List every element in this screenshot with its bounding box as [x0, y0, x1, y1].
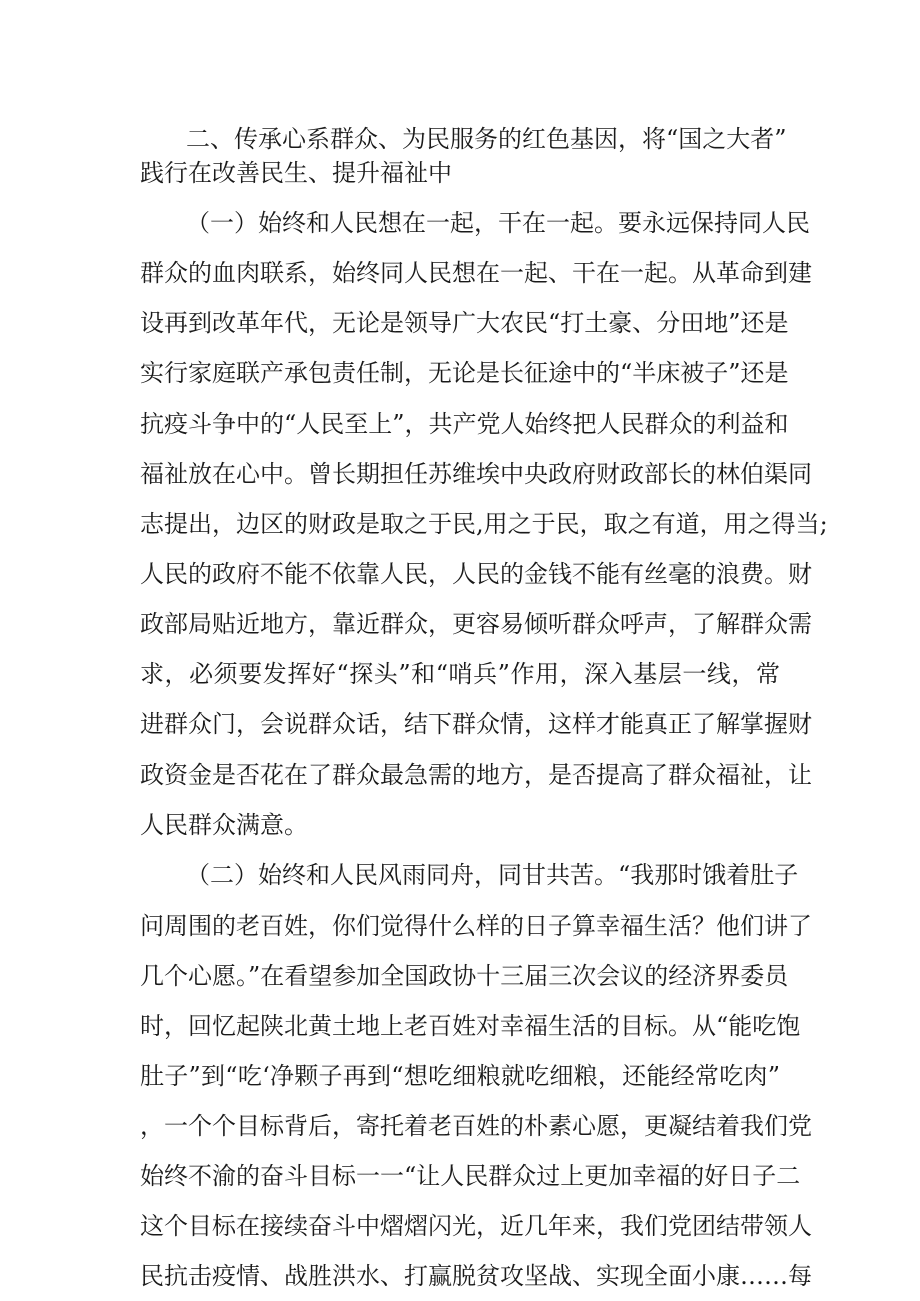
paragraph-1-line: 人民的政府不能不依靠人民，人民的金钱不能有丝毫的浪费。财 [140, 560, 812, 588]
paragraph-2-line: 始终不渝的奋斗目标一一“让人民群众过上更加幸福的好日子二 [140, 1162, 801, 1190]
section-heading-line-2: 践行在改善民生、提升福祉中 [140, 159, 452, 187]
section-heading-line-1: 二、传承心系群众、为民服务的红色基因，将“国之大者” [186, 125, 787, 153]
paragraph-2-line: 肚子”到“吃‘净颗子再到“想吃细粮就吃细粮，还能经常吃肉” [140, 1062, 780, 1090]
paragraph-1-line: （一）始终和人民想在一起，干在一起。要永远保持同人民 [186, 209, 810, 237]
paragraph-2-line: ，一个个目标背后，寄托着老百姓的朴素心愿，更凝结着我们党 [140, 1112, 812, 1140]
paragraph-1-line: 政资金是否花在了群众最急需的地方，是否提高了群众福祉，让 [140, 761, 812, 789]
paragraph-2-line: 这个目标在接续奋斗中熠熠闪光，近几年来，我们党团结带领人 [140, 1212, 812, 1240]
paragraph-1-line: 求，必须要发挥好“探头”和“哨兵”作用，深入基层一线，常 [140, 660, 780, 688]
paragraph-1-line: 抗疫斗争中的“人民至上”，共产党人始终把人民群众的利益和 [140, 410, 789, 438]
paragraph-1-line: 实行家庭联产承包责任制，无论是长征途中的“半床被子”还是 [140, 359, 789, 387]
paragraph-2-line: 几个心愿。”在看望参加全国政协十三届三次会议的经济界委员 [140, 962, 789, 990]
paragraph-2-line: 问周围的老百姓，你们觉得什么样的日子算幸福生活？他们讲了 [140, 912, 812, 940]
paragraph-2-line: （二）始终和人民风雨同舟，同甘共苦。“我那时饿着肚子 [186, 861, 799, 889]
paragraph-2-line: 时，回忆起陕北黄土地上老百姓对幸福生活的目标。从“能吃饱 [140, 1012, 801, 1040]
paragraph-2-line: 民抗击疫情、战胜洪水、打赢脱贫攻坚战、实现全面小康……每 [140, 1262, 812, 1290]
paragraph-1-line: 政部局贴近地方，靠近群众，更容易倾听群众呼声，了解群众需 [140, 610, 812, 638]
paragraph-1-line: 福祉放在心中。曾长期担任苏维埃中央政府财政部长的林伯渠同 [140, 460, 812, 488]
paragraph-1-line: 人民群众满意。 [140, 811, 308, 839]
paragraph-1-line: 设再到改革年代，无论是领导广大农民“打土豪、分田地”还是 [140, 309, 789, 337]
paragraph-1-line: 进群众门，会说群众话，结下群众情，这样才能真正了解掌握财 [140, 710, 812, 738]
paragraph-1-line: 志提出，边区的财政是取之于民,用之于民，取之有道，用之得当; [140, 510, 828, 538]
paragraph-1-line: 群众的血肉联系，始终同人民想在一起、干在一起。从革命到建 [140, 259, 812, 287]
